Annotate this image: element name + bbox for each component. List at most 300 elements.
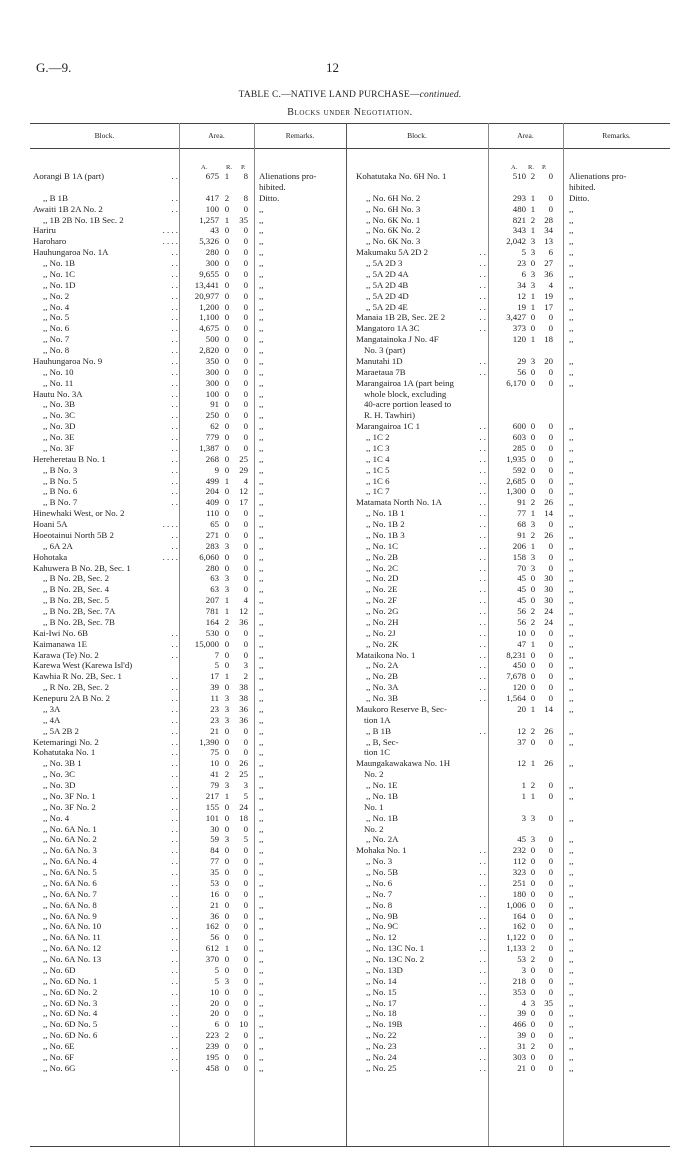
area-roods: 0 <box>530 366 536 377</box>
area-roods: 0 <box>530 736 536 747</box>
area-perches: 36 <box>239 714 248 725</box>
area-acres: 20 <box>517 703 526 714</box>
block-name: 40-acre portion leased to <box>364 399 452 410</box>
area-acres: 101 <box>205 812 219 823</box>
area-acres: 5,326 <box>199 236 219 247</box>
area-acres: 6 <box>214 1019 219 1030</box>
table-row <box>30 421 346 432</box>
area-roods: 0 <box>224 334 230 345</box>
leader-dots: . . <box>479 943 486 954</box>
area-perches: 10 <box>239 1019 248 1030</box>
area-perches: 19 <box>544 290 553 301</box>
table-row <box>30 737 346 748</box>
remarks: ,, <box>569 954 574 964</box>
area-roods: 0 <box>530 486 536 497</box>
leader-dots: . . <box>171 856 178 867</box>
area-acres: 16 <box>210 888 219 899</box>
area-perches: 0 <box>243 584 248 595</box>
area-perches: 0 <box>548 790 553 801</box>
area-perches: 0 <box>243 921 248 932</box>
block-name: ,, No. 3B 1 <box>43 758 82 769</box>
remarks: ,, <box>259 910 264 921</box>
leader-dots: . . <box>479 932 486 943</box>
leader-dots: . . <box>479 616 486 627</box>
leader-dots: . . <box>479 899 486 910</box>
block-name: ,, No. 6A No. 12 <box>43 943 102 954</box>
block-name: ,, No. 6K No. 2 <box>366 225 421 236</box>
table-row <box>30 769 346 780</box>
area-roods: 0 <box>224 258 230 268</box>
area-perches: 35 <box>239 214 248 225</box>
remarks: ,, <box>259 899 264 910</box>
area-perches: 0 <box>243 355 248 366</box>
area-roods: 0 <box>530 432 536 442</box>
remarks: ,, <box>259 867 264 877</box>
remarks: ,, <box>569 856 574 867</box>
leader-dots: . . <box>171 203 178 214</box>
area-roods: 0 <box>530 627 536 638</box>
area-perches: 0 <box>548 856 553 867</box>
remarks: ,, <box>259 301 264 312</box>
area-roods: 3 <box>224 834 230 845</box>
remarks: ,, <box>259 954 264 964</box>
table-row <box>30 1063 346 1074</box>
table-row <box>346 519 670 530</box>
remarks: ,, <box>259 986 264 997</box>
leader-dots: . . <box>479 627 486 638</box>
area-perches: 0 <box>243 845 248 856</box>
area-acres: 285 <box>512 442 526 453</box>
area-perches: 0 <box>243 366 248 377</box>
remarks: Alienations pro- <box>259 171 317 181</box>
leader-dots: . . <box>171 975 178 986</box>
leader-dots: . . <box>171 910 178 921</box>
table-row <box>346 834 670 845</box>
block-name: ,, No. 1B <box>366 812 399 823</box>
area-acres: 1,257 <box>199 214 219 225</box>
block-name: ,, No. 6D No. 1 <box>43 975 98 986</box>
area-perches: 0 <box>243 1030 248 1041</box>
leader-dots: . . <box>171 377 178 388</box>
area-roods: 2 <box>530 497 536 508</box>
block-name: ,, B No. 2B, Sec. 5 <box>43 595 109 606</box>
area-roods: 3 <box>530 247 536 258</box>
remarks: ,, <box>569 910 574 921</box>
leader-dots: . . <box>479 1008 486 1019</box>
area-acres: 612 <box>205 943 219 954</box>
area-roods: 0 <box>224 877 230 888</box>
table-row <box>30 1041 346 1052</box>
area-perches: 0 <box>243 432 248 442</box>
area-perches: 30 <box>544 573 553 584</box>
area-acres: 63 <box>210 573 219 584</box>
remarks: ,, <box>569 475 574 486</box>
table-row <box>346 410 670 421</box>
table-row <box>30 193 346 204</box>
leader-dots: . . <box>171 1041 178 1051</box>
area-perches: 0 <box>243 867 248 877</box>
table-row <box>346 1008 670 1019</box>
area-perches: 0 <box>548 1041 553 1051</box>
area-perches: 12 <box>239 486 248 497</box>
remarks: ,, <box>569 584 574 595</box>
leader-dots: . . . . <box>162 236 178 247</box>
block-name: ,, No. 5B <box>366 867 399 877</box>
leader-dots: . . <box>479 464 486 475</box>
table-row <box>30 856 346 867</box>
remarks: ,, <box>569 964 574 975</box>
area-perches: 0 <box>243 508 248 519</box>
block-name: ,, 1C 2 <box>366 432 390 442</box>
leader-dots: . . <box>171 693 178 703</box>
area-perches: 36 <box>239 703 248 714</box>
area-acres: 53 <box>517 954 526 964</box>
remarks: ,, <box>569 606 574 616</box>
area-perches: 26 <box>544 725 553 736</box>
table-row <box>346 889 670 900</box>
area-roods: 0 <box>224 519 230 529</box>
table-row <box>30 954 346 965</box>
area-acres: 510 <box>512 171 526 181</box>
leader-dots: . . <box>479 432 486 442</box>
block-name: Aorangi B 1A (part) <box>33 171 105 181</box>
area-acres: 9,655 <box>199 268 219 279</box>
area-perches: 0 <box>548 649 553 660</box>
area-perches: 0 <box>548 932 553 943</box>
leader-dots: . . <box>171 1051 178 1062</box>
area-roods: 0 <box>224 736 230 747</box>
remarks: ,, <box>569 812 574 823</box>
area-acres: 343 <box>512 225 526 236</box>
area-roods: 3 <box>530 236 536 247</box>
area-roods: 0 <box>530 867 536 877</box>
table-row <box>30 660 346 671</box>
area-roods: 1 <box>224 475 230 486</box>
area-roods: 0 <box>224 486 230 497</box>
table-row <box>346 639 670 650</box>
area-acres: 781 <box>205 606 219 616</box>
area-roods: 0 <box>530 671 536 682</box>
area-acres: 110 <box>206 508 219 519</box>
area-roods: 1 <box>224 790 230 801</box>
block-name: ,, B 1B <box>43 192 68 203</box>
block-name: Karewa West (Karewa Isl'd) <box>33 660 133 671</box>
leader-dots: . . <box>171 442 178 453</box>
area-perches: 0 <box>548 312 553 323</box>
area-roods: 0 <box>224 954 230 964</box>
remarks: ,, <box>259 649 264 660</box>
table-row <box>346 737 670 748</box>
remarks: ,, <box>259 725 264 736</box>
block-name: Hoeotainui North 5B 2 <box>33 529 114 540</box>
area-roods: 0 <box>224 964 230 975</box>
remarks: ,, <box>259 345 264 355</box>
table-row <box>30 486 346 497</box>
leader-dots: . . <box>171 964 178 975</box>
remarks: ,, <box>259 943 264 954</box>
leader-dots: . . <box>479 1062 486 1073</box>
leader-dots: . . <box>171 790 178 801</box>
area-roods: 2 <box>530 214 536 225</box>
area-acres: 7 <box>214 649 219 660</box>
area-roods: 3 <box>224 584 230 595</box>
area-acres: 43 <box>210 225 219 236</box>
block-name: Manaia 1B 2B, Sec. 2E 2 <box>356 312 446 323</box>
area-perches: 0 <box>548 1062 553 1073</box>
remarks: hibited. <box>569 181 596 192</box>
area-perches: 0 <box>548 921 553 932</box>
block-name: ,, B No. 2B, Sec. 2 <box>43 573 109 584</box>
area-acres: 53 <box>210 877 219 888</box>
area-acres: 450 <box>512 660 526 671</box>
table-row <box>346 791 670 802</box>
remarks: ,, <box>259 856 264 867</box>
area-acres: 280 <box>205 247 219 258</box>
block-name: ,, 1C 3 <box>366 442 390 453</box>
area-perches: 0 <box>243 877 248 888</box>
area-perches: 0 <box>243 334 248 345</box>
remarks: ,, <box>259 399 264 410</box>
area-roods: 3 <box>224 714 230 725</box>
leader-dots: . . <box>479 867 486 877</box>
area-roods: 3 <box>530 355 536 366</box>
table-row <box>30 454 346 465</box>
table-row <box>30 693 346 704</box>
table-row <box>30 432 346 443</box>
leader-dots: . . <box>171 388 178 399</box>
area-roods: 3 <box>530 997 536 1008</box>
area-acres: 530 <box>205 627 219 638</box>
area-acres: 10 <box>210 758 219 769</box>
block-name: ,, No. 10 <box>43 366 74 377</box>
block-name: ,, B No. 3 <box>43 464 78 475</box>
area-roods: 0 <box>530 986 536 997</box>
area-roods: 0 <box>224 638 230 649</box>
area-roods: 1 <box>530 758 536 769</box>
area-roods: 2 <box>530 725 536 736</box>
leader-dots: . . <box>171 921 178 932</box>
table-row <box>346 1030 670 1041</box>
area-perches: 0 <box>243 888 248 899</box>
area-perches: 0 <box>243 236 248 247</box>
area-acres: 1,122 <box>506 932 526 943</box>
area-perches: 0 <box>243 638 248 649</box>
table-row <box>30 650 346 661</box>
remarks: ,, <box>569 247 574 258</box>
area-perches: 5 <box>243 790 248 801</box>
block-name: ,, 5A 2B 2 <box>43 725 79 736</box>
area-roods: 0 <box>530 421 536 432</box>
table-row <box>30 225 346 236</box>
block-name: ,, No. 1B 2 <box>366 519 405 529</box>
area-acres: 283 <box>205 540 219 551</box>
block-name: Mangatainoka J No. 4F <box>356 334 439 345</box>
area-perches: 0 <box>243 345 248 355</box>
block-name: Marangairoa 1A (part being <box>356 377 454 388</box>
area-roods: 0 <box>530 910 536 921</box>
area-acres: 12 <box>517 758 526 769</box>
table-row <box>346 845 670 856</box>
area-perches: 14 <box>544 508 553 519</box>
area-roods: 0 <box>224 1041 230 1051</box>
leader-dots: . . <box>479 355 486 366</box>
area-acres: 7,678 <box>506 671 526 682</box>
area-acres: 30 <box>210 823 219 834</box>
table-row <box>346 1041 670 1052</box>
page-number: 12 <box>326 60 339 75</box>
area-acres: 79 <box>210 780 219 790</box>
leader-dots: . . <box>171 703 178 714</box>
area-acres: 47 <box>517 638 526 649</box>
table-row <box>30 845 346 856</box>
area-acres: 29 <box>517 355 526 366</box>
table-row <box>30 671 346 682</box>
remarks: ,, <box>259 551 264 562</box>
area-roods: 0 <box>224 649 230 660</box>
area-perches: 25 <box>239 453 248 464</box>
block-name: ,, No. 6A No. 11 <box>43 932 101 943</box>
table-row <box>30 312 346 323</box>
area-acres: 180 <box>512 888 526 899</box>
table-title-main: TABLE C.—NATIVE LAND PURCHASE— <box>238 90 420 100</box>
table-row <box>346 769 670 780</box>
area-acres: 23 <box>517 258 526 268</box>
area-perches: 0 <box>243 943 248 954</box>
leader-dots: . . <box>479 1041 486 1051</box>
table-row <box>346 780 670 791</box>
remarks: ,, <box>259 497 264 508</box>
area-perches: 6 <box>548 247 553 258</box>
area-roods: 0 <box>224 823 230 834</box>
block-name: ,, B No. 2B, Sec. 7A <box>43 606 116 616</box>
area-perches: 0 <box>243 975 248 986</box>
area-roods: 1 <box>530 225 536 236</box>
table-row <box>346 1063 670 1074</box>
remarks: ,, <box>569 1030 574 1041</box>
area-roods: 0 <box>224 921 230 932</box>
table-row <box>346 813 670 824</box>
block-name: Hohotaka <box>33 551 68 562</box>
area-roods: 0 <box>224 856 230 867</box>
area-acres: 232 <box>512 845 526 856</box>
remarks: ,, <box>569 888 574 899</box>
area-perches: 8 <box>243 171 248 181</box>
area-perches: 0 <box>243 421 248 432</box>
leader-dots: . . <box>479 595 486 606</box>
leader-dots: . . <box>479 1030 486 1041</box>
area-perches: 20 <box>544 355 553 366</box>
area-roods: 0 <box>530 932 536 943</box>
area-roods: 1 <box>530 290 536 301</box>
area-roods: 3 <box>530 519 536 529</box>
leader-dots: . . <box>171 497 178 508</box>
area-roods: 3 <box>224 780 230 790</box>
area-roods: 2 <box>530 606 536 616</box>
block-name: Hautu No. 3A <box>33 388 83 399</box>
area-roods: 1 <box>530 334 536 345</box>
area-roods: 0 <box>224 747 230 758</box>
table-row <box>346 824 670 835</box>
leader-dots: . . <box>479 323 486 334</box>
block-name: Makumaku 5A 2D 2 <box>356 247 429 258</box>
remarks: hibited. <box>259 181 286 192</box>
area-roods: 3 <box>530 812 536 823</box>
area-perches: 0 <box>548 1008 553 1019</box>
leader-dots: . . <box>479 475 486 486</box>
area-perches: 0 <box>548 421 553 432</box>
table-row <box>30 747 346 758</box>
area-perches: 0 <box>243 225 248 236</box>
table-row <box>30 563 346 574</box>
remarks: ,, <box>569 932 574 943</box>
area-roods: 0 <box>224 508 230 519</box>
remarks: ,, <box>569 997 574 1008</box>
area-roods: 0 <box>224 867 230 877</box>
area-acres: 500 <box>205 334 219 345</box>
block-name: ,, No. 22 <box>366 1030 397 1041</box>
block-name: Haroharo <box>33 236 67 247</box>
area-perches: 0 <box>243 899 248 910</box>
area-roods: 0 <box>530 921 536 932</box>
leader-dots: . . <box>479 1051 486 1062</box>
block-name: ,, 1C 4 <box>366 453 390 464</box>
remarks: ,, <box>569 877 574 888</box>
area-roods: 0 <box>224 312 230 323</box>
remarks: ,, <box>569 649 574 660</box>
area-perches: 0 <box>548 877 553 888</box>
area-acres: 1,935 <box>506 453 526 464</box>
remarks: ,, <box>259 334 264 345</box>
area-perches: 0 <box>548 464 553 475</box>
area-acres: 11 <box>210 693 219 703</box>
area-perches: 0 <box>548 812 553 823</box>
area-roods: 3 <box>530 562 536 573</box>
unit-perches: P. <box>542 164 547 171</box>
remarks: ,, <box>259 475 264 486</box>
remarks: ,, <box>569 442 574 453</box>
area-acres: 204 <box>205 486 219 497</box>
area-perches: 36 <box>544 268 553 279</box>
leader-dots: . . <box>171 247 178 258</box>
area-acres: 35 <box>210 867 219 877</box>
remarks: ,, <box>569 682 574 693</box>
remarks: ,, <box>259 290 264 301</box>
area-acres: 5 <box>521 247 526 258</box>
block-name: ,, 1C 5 <box>366 464 390 475</box>
table-row <box>30 1019 346 1030</box>
remarks: ,, <box>569 627 574 638</box>
leader-dots: . . <box>171 323 178 334</box>
area-perches: 0 <box>243 377 248 388</box>
block-name: tion 1C <box>364 747 391 758</box>
table-row <box>346 193 670 204</box>
header-rule-bottom <box>30 148 670 149</box>
area-acres: 5 <box>214 660 219 671</box>
block-name: Kai-Iwi No. 6B <box>33 627 88 638</box>
leader-dots: . . <box>171 475 178 486</box>
remarks: ,, <box>569 921 574 932</box>
area-perches: 30 <box>544 584 553 595</box>
area-acres: 75 <box>210 747 219 758</box>
leader-dots: . . <box>171 192 178 203</box>
area-roods: 1 <box>530 508 536 519</box>
table-row <box>30 552 346 563</box>
table-row <box>346 867 670 878</box>
area-perches: 0 <box>548 834 553 845</box>
area-perches: 0 <box>243 529 248 540</box>
area-acres: 20 <box>210 997 219 1008</box>
leader-dots: . . <box>479 551 486 562</box>
